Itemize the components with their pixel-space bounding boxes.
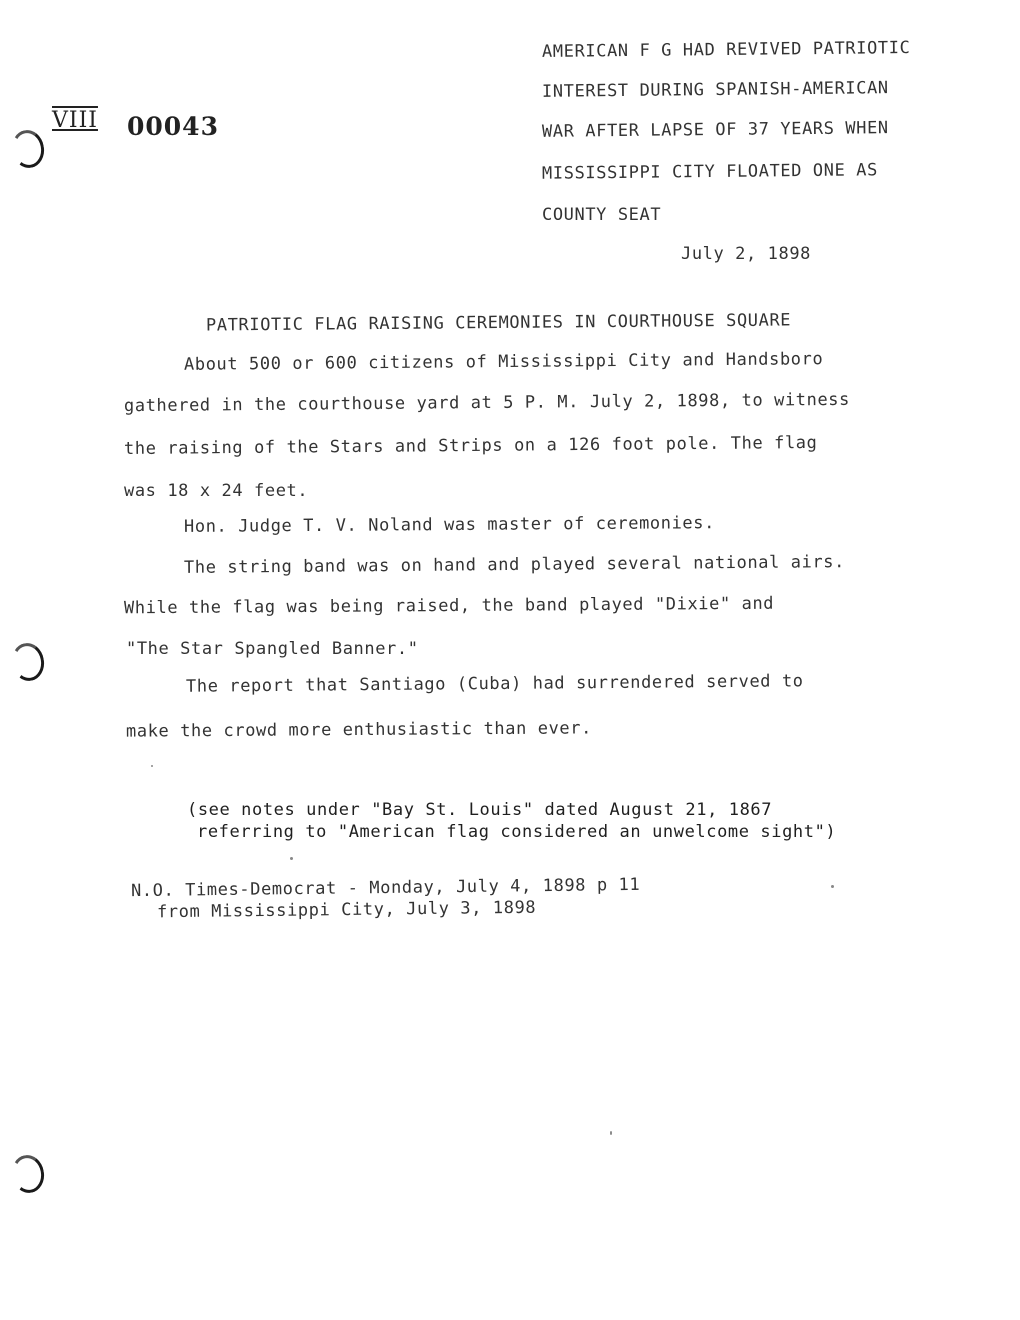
note-line-1: (see notes under "Bay St. Louis" dated August 21, 1867 bbox=[187, 800, 773, 820]
binder-hole-top bbox=[9, 128, 47, 171]
body-line-4: was 18 x 24 feet. bbox=[124, 481, 309, 501]
ink-speck bbox=[151, 765, 153, 767]
headline-line-1: AMERICAN F G HAD REVIVED PATRIOTIC bbox=[541, 38, 911, 62]
subheading: PATRIOTIC FLAG RAISING CEREMONIES IN COURTHOUSE SQUARE bbox=[205, 310, 792, 336]
headline-line-3: WAR AFTER LAPSE OF 37 YEARS WHEN bbox=[541, 118, 889, 142]
headline-line-5: COUNTY SEAT bbox=[542, 205, 662, 225]
body-line-9: The report that Santiago (Cuba) had surrendered served to bbox=[185, 671, 804, 697]
body-line-3: the raising of the Stars and Strips on a 126 foot pole. The flag bbox=[123, 432, 818, 460]
note-line-2: referring to "American flag considered an unwelcome sight") bbox=[197, 822, 837, 842]
document-number: 00043 bbox=[127, 112, 219, 141]
body-line-8: "The Star Spangled Banner." bbox=[126, 639, 419, 659]
headline-line-4: MISSISSIPPI CITY FLOATED ONE AS bbox=[541, 160, 878, 184]
ink-speck bbox=[610, 1131, 612, 1135]
headline-line-2: INTEREST DURING SPANISH-AMERICAN bbox=[541, 78, 889, 102]
dateline: July 2, 1898 bbox=[681, 244, 812, 264]
roman-numeral: VIII bbox=[52, 108, 98, 133]
binder-hole-bottom bbox=[9, 1153, 47, 1196]
body-line-1: About 500 or 600 citizens of Mississippi City and Handsboro bbox=[183, 349, 824, 375]
binder-hole-middle bbox=[9, 641, 47, 684]
body-line-7: While the flag was being raised, the band played "Dixie" and bbox=[123, 593, 775, 619]
body-line-10: make the crowd more enthusiastic than ever. bbox=[125, 718, 592, 742]
body-line-5: Hon. Judge T. V. Noland was master of ceremonies. bbox=[183, 513, 715, 537]
body-line-2: gathered in the courthouse yard at 5 P. M. July 2, 1898, to witness bbox=[123, 389, 851, 417]
body-line-6: The string band was on hand and played several national airs. bbox=[183, 552, 846, 578]
ink-speck bbox=[831, 885, 834, 888]
ink-speck bbox=[290, 857, 293, 860]
source-line-1: N.O. Times-Democrat - Monday, July 4, 1898 p 11 bbox=[130, 874, 641, 902]
source-line-2: from Mississippi City, July 3, 1898 bbox=[156, 897, 537, 923]
